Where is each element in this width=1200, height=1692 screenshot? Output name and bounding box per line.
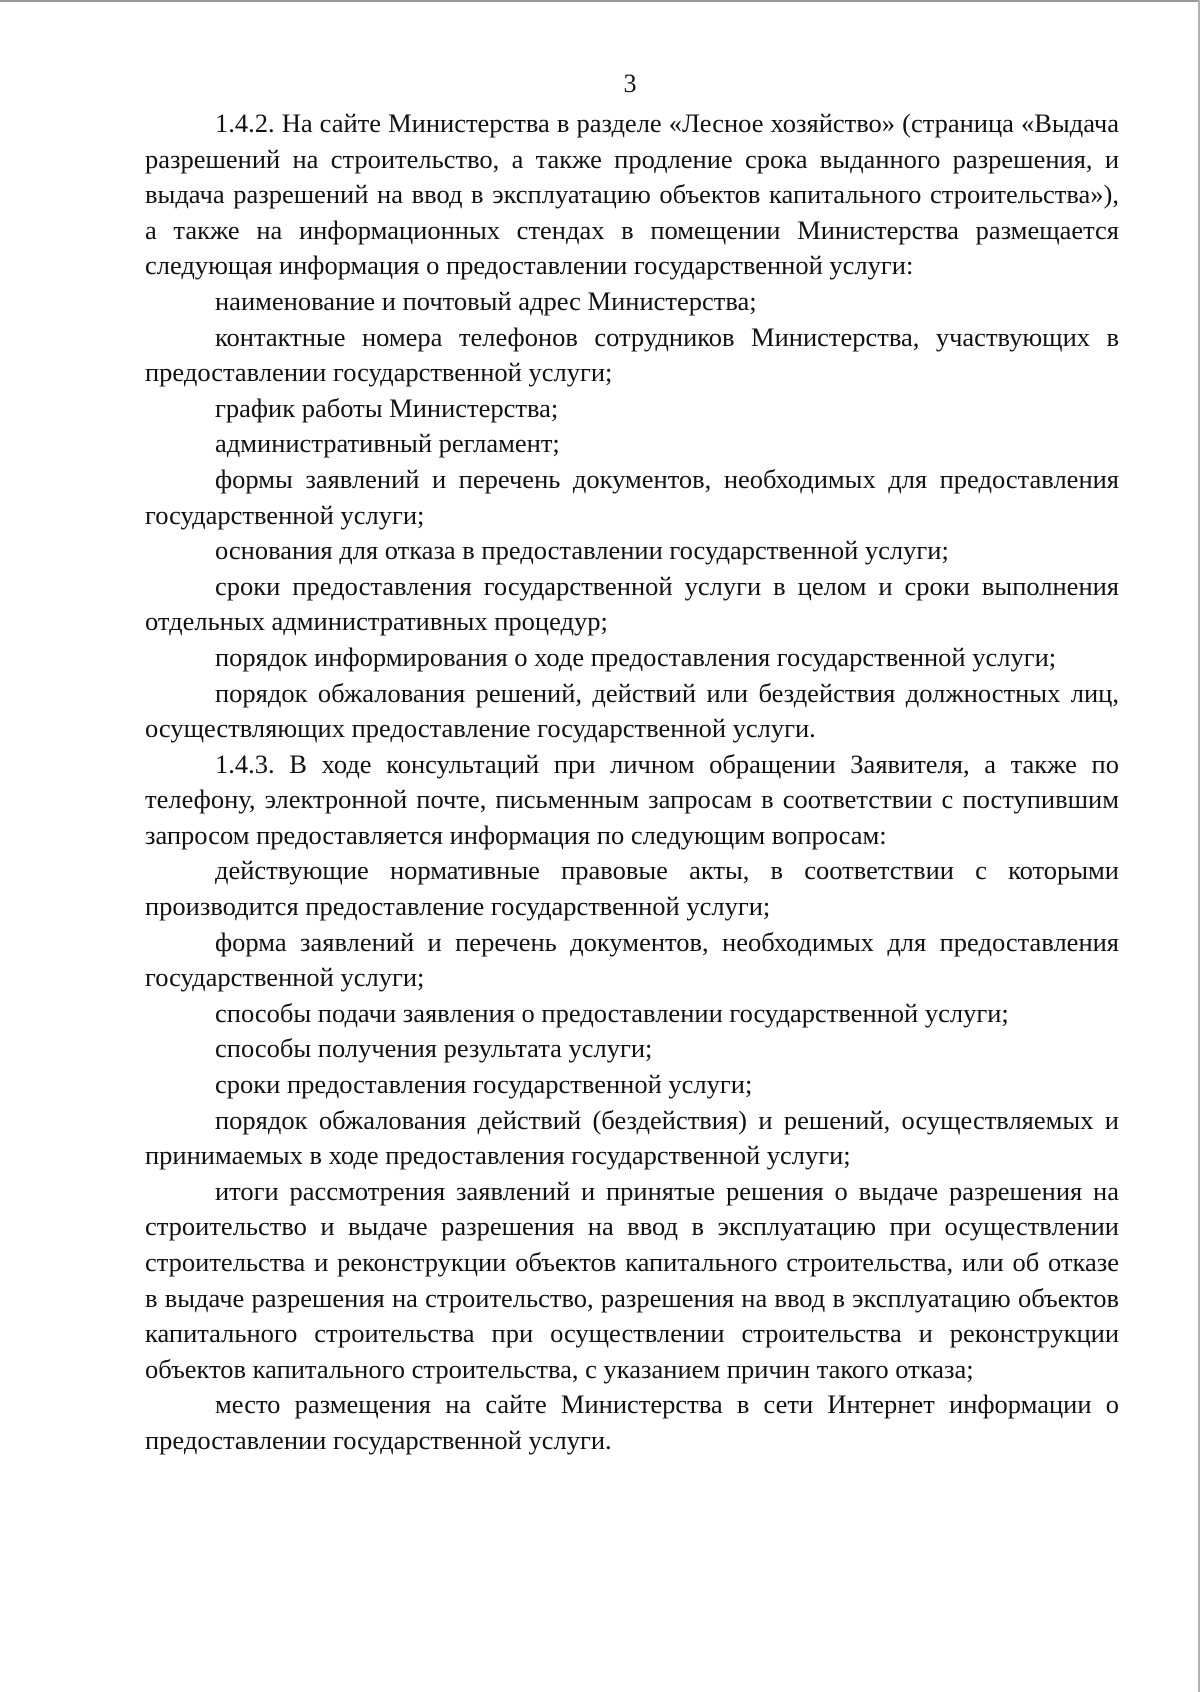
list-item-terms: сроки предоставления государственной услуги в целом и сроки выполнения отдельных административных процедур;	[145, 570, 1119, 637]
list-item-phones: контактные номера телефонов сотрудников Министерства, участвующих в предоставлении государственной услуги;	[145, 321, 1119, 388]
document-body	[145, 106, 1119, 1459]
list-item-address: наименование и почтовый адрес Министерства;	[215, 285, 757, 316]
list-item-informing: порядок информирования о ходе предоставления государственной услуги;	[215, 641, 1057, 672]
list-item-appeal-procedure: порядок обжалования действий (бездействия) и решений, осуществляемых и принимаемых в ходе предоставления государственной услуги;	[145, 1104, 1119, 1171]
list-item-website-location: место размещения на сайте Министерства в сети Интернет информации о предоставлении государственной услуги.	[145, 1389, 1119, 1455]
list-item-legal-acts: действующие нормативные правовые акты, в соответствии с которыми производится предоставление государственной услуги;	[145, 855, 1119, 922]
list-item-submission-methods: способы подачи заявления о предоставлении государственной услуги;	[215, 997, 1009, 1028]
list-item-regulation: административный регламент;	[215, 428, 560, 459]
list-item-application-form: форма заявлений и перечень документов, необходимых для предоставления государственной услуги;	[145, 926, 1119, 993]
list-item-service-terms: сроки предоставления государственной услуги;	[215, 1069, 753, 1100]
list-item-result-methods: способы получения результата услуги;	[215, 1033, 653, 1064]
list-item-schedule: график работы Министерства;	[215, 392, 559, 423]
scan-edge-top	[0, 0, 1200, 2]
paragraph-1-4-3: 1.4.3. В ходе консультаций при личном обращении Заявителя, а также по телефону, электронной почте, письменным запросам в соответствии с поступившим запросом предоставляется информация по следующим вопросам:	[145, 748, 1119, 850]
list-item-appeal: порядок обжалования решений, действий или бездействия должностных лиц, осуществляющих предоставление государственной услуги.	[145, 677, 1119, 744]
list-item-forms: формы заявлений и перечень документов, необходимых для предоставления государственной услуги;	[145, 463, 1119, 530]
page-number: 3	[623, 69, 637, 98]
list-item-refusal-grounds: основания для отказа в предоставлении государственной услуги;	[215, 535, 949, 566]
paragraph-1-4-2: 1.4.2. На сайте Министерства в разделе «Лесное хозяйство» (страница «Выдача разрешений на строительство, а также продление срока выданного разрешения, и выдача разрешений на ввод в эксплуатацию объектов капитального строительства»), а также на информационных стендах в помещении Министерства размещается следующая информация о предоставлении государственной услуги:	[145, 108, 1119, 281]
list-item-review-results: итоги рассмотрения заявлений и принятые решения о выдаче разрешения на строительство и выдаче разрешения на ввод в эксплуатацию при осуществлении строительства и реконструкции объектов капитального строительства, или об отказе в выдаче разрешения на строительство, разрешения на ввод в эксплуатацию объектов капитального строительства при осуществлении строительства и реконструкции объектов капитального строительства, с указанием причин такого отказа;	[145, 1175, 1119, 1384]
